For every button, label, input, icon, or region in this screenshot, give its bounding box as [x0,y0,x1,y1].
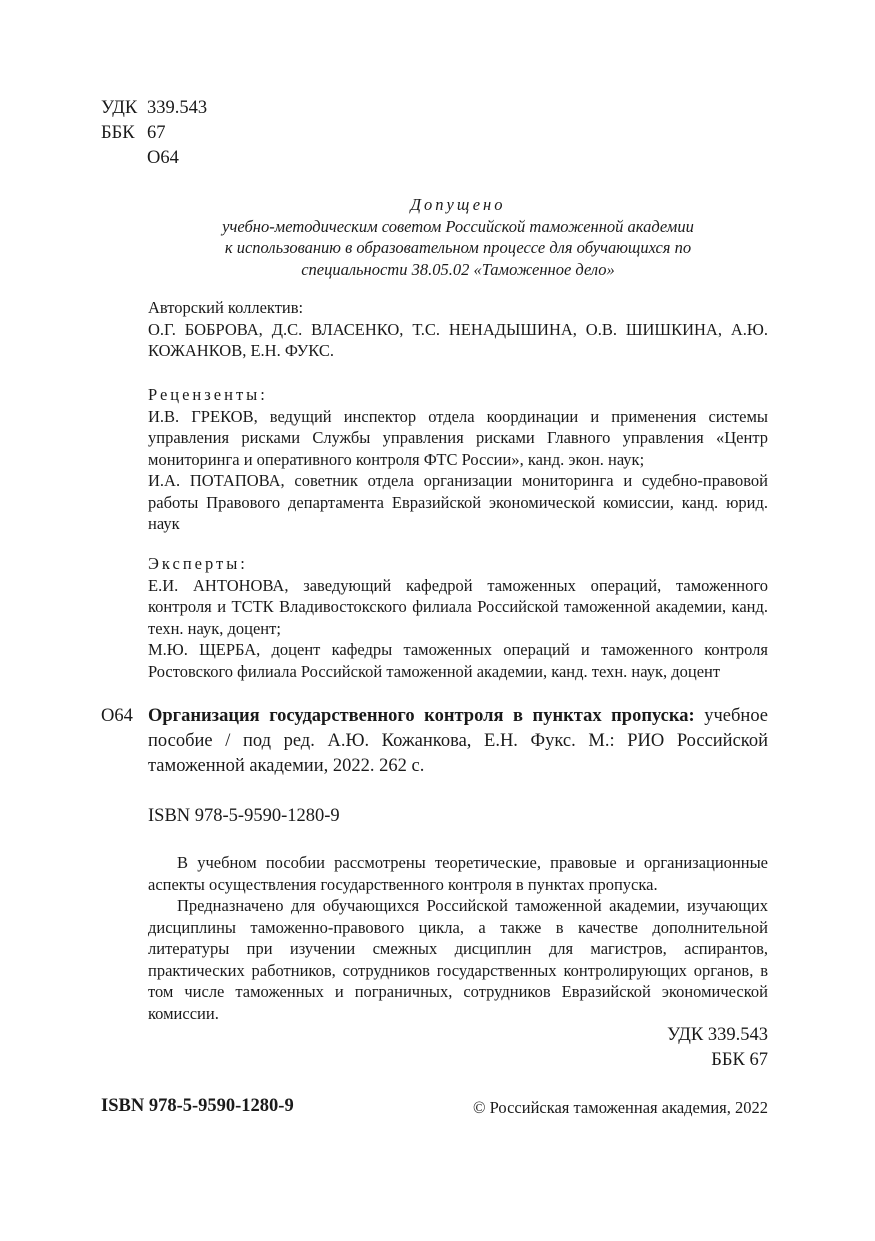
copyright: © Российская таможенная академия, 2022 [473,1098,768,1117]
authors-names: О.Г. БОБРОВА, Д.С. ВЛАСЕНКО, Т.С. НЕНАДЫШИНА, О.В. ШИШКИНА, А.Ю. КОЖАНКОВ, Е.Н. ФУКС. [148,319,768,360]
reviewer-entry: И.В. ГРЕКОВ, ведущий инспектор отдела координации и применения системы управления рисками Службы управления рисками Главного управления «Центр мониторинга и оперативного контроля ФТС России», канд. экон. наук; [148,406,768,469]
udk-label: УДК [101,98,138,118]
udk-row [101,96,207,121]
approval-line: учебно-методическим советом Российской таможенной академии [222,216,694,236]
udk-bottom: УДК 339.543 [667,1025,768,1045]
udk-value: 339.543 [147,98,208,118]
bbk-label: ББК [101,123,135,143]
expert-entry: Е.И. АНТОНОВА, заведующий кафедрой таможенных операций, таможенного контроля и ТСТК Владивостокского филиала Российской таможенной академии, канд. техн. наук, доцент; [148,575,768,638]
reviewers-heading: Рецензенты: [148,385,268,404]
annotation-paragraph: Предназначено для обучающихся Российской таможенной академии, изучающих дисциплины таможенно-правового цикла, а также в качестве дополнительной литературы при изучении смежных дисциплин для магистров, аспирантов, практических работников, сотрудников государственных контролирующих органов, в том числе таможенных и пограничных, сотрудников Евразийской экономической комиссии. [148,896,768,1023]
bbk-value: 67 [147,123,166,143]
experts-section [148,553,768,682]
authors-section [148,297,768,362]
bibliographic-code: О64 [101,706,133,726]
approval-line: специальности 38.05.02 «Таможенное дело» [301,259,615,279]
udk-bbk-bottom [667,1023,768,1073]
isbn-bold: ISBN 978-5-9590-1280-9 [101,1096,294,1116]
approval-stamp [148,194,768,280]
isbn-line: ISBN 978-5-9590-1280-9 [148,806,340,826]
authors-heading: Авторский коллектив: [148,298,304,317]
bbk-row [101,121,207,146]
approval-title: Допущено [410,195,506,214]
bibliographic-record [101,704,768,779]
reviewers-section [148,384,768,535]
bibliographic-description [148,704,768,779]
annotation-paragraph: В учебном пособии рассмотрены теоретические, правовые и организационные аспекты осуществления государственного контроля в пунктах пропуска. [148,853,768,894]
author-sign: О64 [147,148,179,168]
book-title: Организация государственного контроля в пунктах пропуска: [148,706,695,726]
experts-heading: Эксперты: [148,554,248,573]
expert-entry: М.Ю. ЩЕРБА, доцент кафедры таможенных операций и таможенного контроля Ростовского филиала Российской таможенной академии, канд. техн. наук, доцент [148,640,768,681]
approval-line: к использованию в образовательном процессе для обучающихся по [224,238,692,257]
annotation [148,852,768,1024]
bibliographic-details: учебное пособие / под ред. А.Ю. Кожанкова, Е.Н. Фукс. М.: РИО Российской таможенной академии, 2022. 262 с. [148,706,768,776]
bbk-bottom: ББК 67 [711,1050,768,1070]
classification-codes [101,96,207,171]
reviewer-entry: И.А. ПОТАПОВА, советник отдела организации мониторинга и судебно-правовой работы Правового департамента Евразийской экономической комиссии, канд. юрид. наук [148,471,768,533]
